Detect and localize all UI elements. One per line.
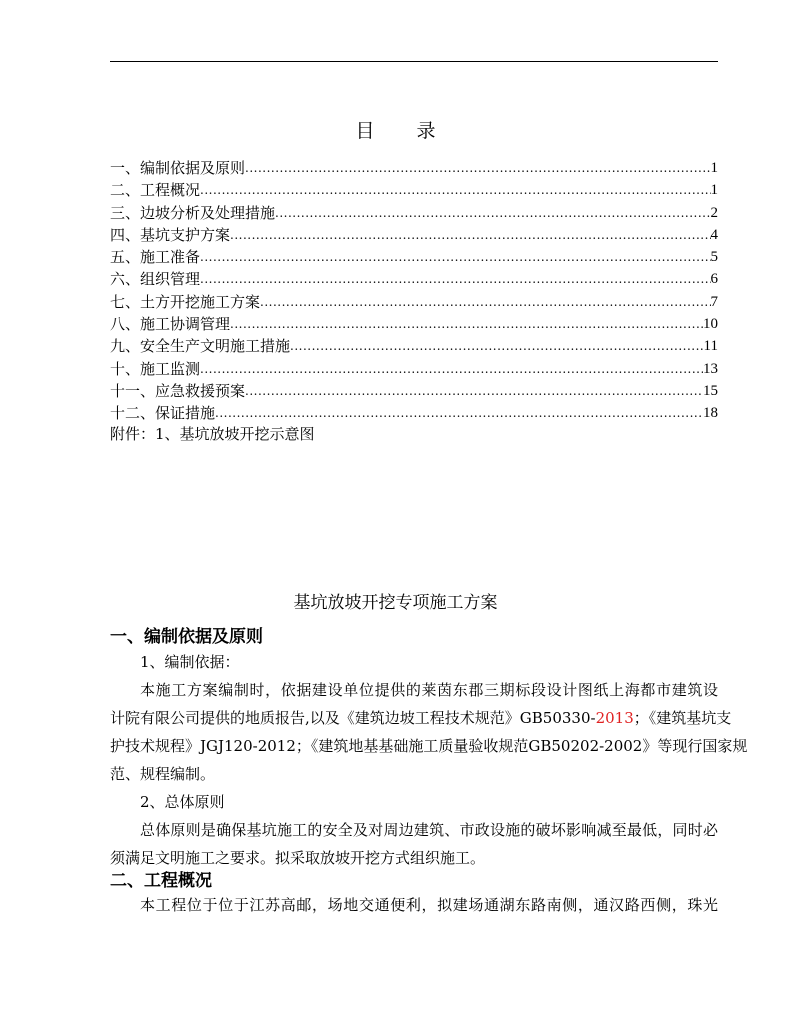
table-of-contents: [110, 157, 718, 425]
paragraph-line: 本施工方案编制时，依据建设单位提供的莱茵东郡三期标段设计图纸上海都市建筑设: [140, 681, 718, 699]
subheading-principle: 2、总体原则: [140, 793, 225, 811]
paragraph-line: 护技术规程》JGJ120-2012；《建筑地基基础施工质量验收规范GB50202-2002》等现行国家规: [110, 737, 748, 755]
toc-entry-label: 八、施工协调管理: [110, 315, 231, 334]
dot-leader: [230, 224, 710, 246]
header-rule: [110, 61, 718, 62]
dot-leader: [200, 179, 710, 201]
toc-entry-page: 15: [703, 382, 718, 399]
text-span: 计院有限公司提供的地质报告,以及《建筑边坡工程技术规范》GB50330-: [110, 709, 596, 727]
dot-leader: [290, 335, 704, 357]
subheading-basis: 1、编制依据：: [140, 653, 240, 671]
toc-entry[interactable]: [110, 291, 718, 313]
toc-entry-label: 十二、保证措施: [110, 404, 216, 423]
toc-entry-page: 1: [710, 182, 718, 199]
toc-entry-page: 6: [710, 271, 718, 288]
section-1-body: [110, 648, 748, 872]
dot-leader: [245, 380, 703, 402]
toc-entry[interactable]: [110, 224, 718, 246]
toc-entry-label: 三、边坡分析及处理措施: [110, 203, 276, 222]
toc-entry[interactable]: [110, 402, 718, 424]
toc-entry-label: 六、组织管理: [110, 270, 201, 289]
toc-entry-label: 五、施工准备: [110, 248, 201, 267]
toc-title: 目 录: [355, 120, 454, 142]
toc-entry-page: 13: [703, 360, 718, 377]
toc-entry-page: 11: [703, 338, 718, 355]
toc-entry-label: 二、工程概况: [110, 181, 201, 200]
toc-entry-page: 10: [703, 316, 718, 333]
toc-entry[interactable]: [110, 157, 718, 179]
toc-entry-label: 四、基坑支护方案: [110, 225, 231, 244]
highlighted-year: 2013: [595, 709, 634, 727]
text-span: ；《建筑基坑支: [633, 709, 732, 727]
toc-entry-page: 7: [710, 293, 718, 310]
toc-entry[interactable]: [110, 268, 718, 290]
dot-leader: [260, 291, 710, 313]
toc-entry-label: 十、施工监测: [110, 359, 201, 378]
toc-entry-label: 七、土方开挖施工方案: [110, 292, 261, 311]
dot-leader: [215, 402, 703, 424]
toc-entry-page: 2: [710, 204, 718, 221]
toc-entry[interactable]: [110, 358, 718, 380]
dot-leader: [200, 268, 710, 290]
toc-entry-label: 十一、应急救援预案: [110, 381, 246, 400]
section-heading-2: 二、工程概况: [110, 871, 212, 891]
document-title: 基坑放坡开挖专项施工方案: [293, 593, 498, 613]
dot-leader: [200, 358, 703, 380]
toc-entry[interactable]: [110, 246, 718, 268]
toc-entry[interactable]: [110, 179, 718, 201]
paragraph-line: [110, 704, 732, 732]
toc-entry-page: 5: [710, 249, 718, 266]
toc-entry-label: 九、安全生产文明施工措施: [110, 337, 291, 356]
section-2-body: [110, 891, 718, 919]
toc-entry-page: 4: [710, 226, 718, 243]
paragraph-line: 须满足文明施工之要求。拟采取放坡开挖方式组织施工。: [110, 849, 486, 867]
paragraph-line: 本工程位于位于江苏高邮，场地交通便利，拟建场通湖东路南侧，通汉路西侧，珠光: [140, 896, 718, 914]
section-heading-1: 一、编制依据及原则: [110, 627, 263, 647]
toc-entry[interactable]: [110, 335, 718, 357]
paragraph-line: 总体原则是确保基坑施工的安全及对周边建筑、市政设施的破坏影响减至最低，同时必: [140, 821, 718, 839]
toc-entry-page: 1: [710, 160, 718, 176]
toc-entry[interactable]: [110, 313, 718, 335]
dot-leader: [200, 246, 710, 268]
dot-leader: [275, 202, 710, 224]
dot-leader: [230, 313, 703, 335]
paragraph-line: 范、规程编制。: [110, 765, 216, 783]
toc-entry-label: 一、编制依据及原则: [110, 159, 246, 177]
toc-entry[interactable]: [110, 202, 718, 224]
toc-entry-page: 18: [703, 405, 718, 422]
toc-entry[interactable]: [110, 380, 718, 402]
dot-leader: [245, 157, 710, 179]
toc-appendix: 附件：1、基坑放坡开挖示意图: [110, 425, 315, 443]
